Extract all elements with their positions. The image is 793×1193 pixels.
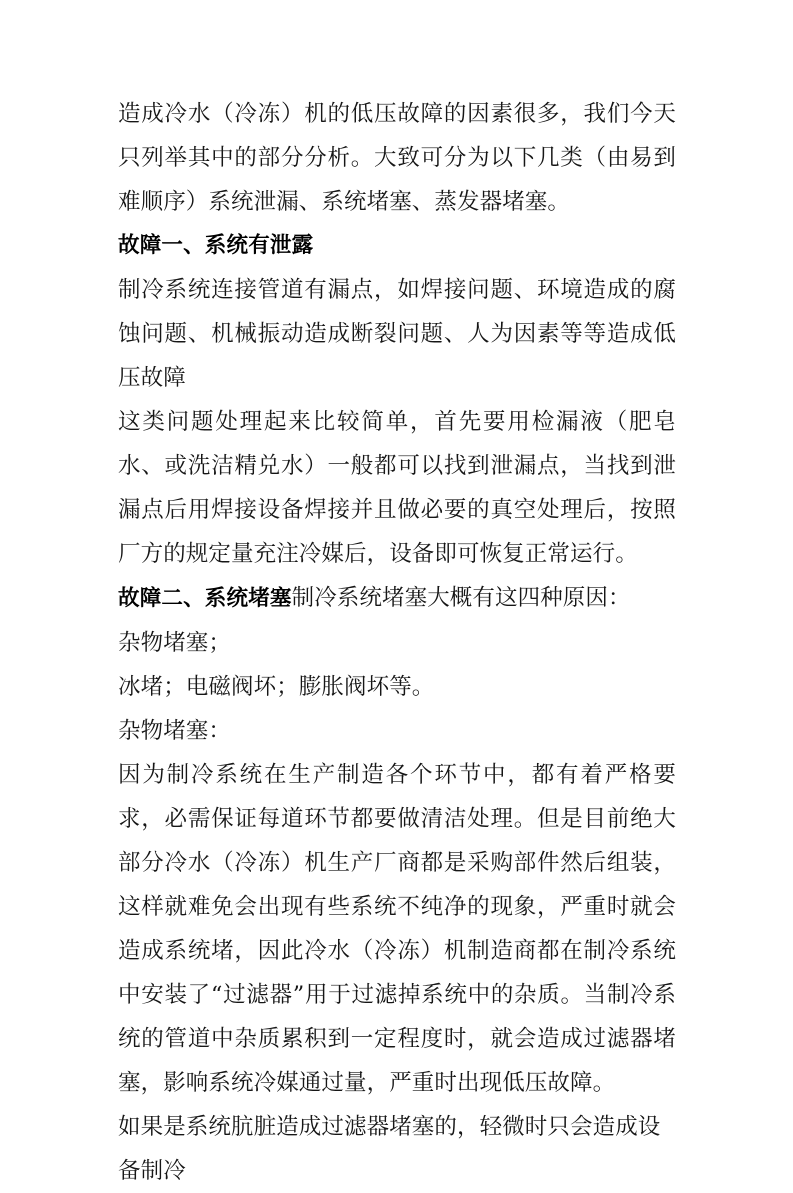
section-two-paragraph-1: 因为制冷系统在生产制造各个环节中，都有着严格要求，必需保证每道环节都要做清洁处理。但是目前绝大部分冷水（冷冻）机生产厂商都是采购部件然后组装，这样就难免会出现有些系统不纯净的现象，严重时就会造成系统堵，因此冷水（冷冻）机制造商都在制冷系统中安装了“过滤器”用于过滤掉系统中的杂质。当制冷系统的管道中杂质累积到一定程度时，就会造成过滤器堵塞，影响系统冷媒通过量，严重时出现低压故障。 — [118, 762, 676, 1096]
section-two-heading-rest: 制冷系统堵塞大概有这四种原因： — [291, 585, 631, 611]
document-content-area — [118, 92, 676, 1193]
intro-paragraph: 造成冷水（冷冻）机的低压故障的因素很多，我们今天只列举其中的部分分析。大致可分为以下几类（由易到难顺序）系统泄漏、系统堵塞、蒸发器堵塞。 — [118, 101, 676, 215]
section-one-heading: 故障一、系统有泄露 — [118, 233, 314, 258]
cause-list-item-2: 冰堵；电磁阀坏；膨胀阀坏等。 — [118, 674, 435, 700]
cause-list-item-1: 杂物堵塞； — [118, 630, 232, 656]
section-one-paragraph-2: 这类问题处理起来比较简单，首先要用检漏液（肥皂水、或洗洁精兑水）一般都可以找到泄漏点，当找到泄漏点后用焊接设备焊接并且做必要的真空处理后，按照厂方的规定量充注冷媒后，设备即可恢复正常运行。 — [118, 409, 676, 567]
section-two-heading-bold: 故障二、系统堵塞 — [118, 586, 292, 611]
section-one-paragraph-1: 制冷系统连接管道有漏点，如焊接问题、环境造成的腐蚀问题、机械振动造成断裂问题、人为因素等等造成低压故障 — [118, 277, 676, 391]
section-two-paragraph-2: 如果是系统肮脏造成过滤器堵塞的，轻微时只会造成设备制冷 — [118, 1114, 661, 1184]
section-two-heading-line — [118, 576, 676, 621]
section-two-subheading: 杂物堵塞： — [118, 718, 232, 744]
